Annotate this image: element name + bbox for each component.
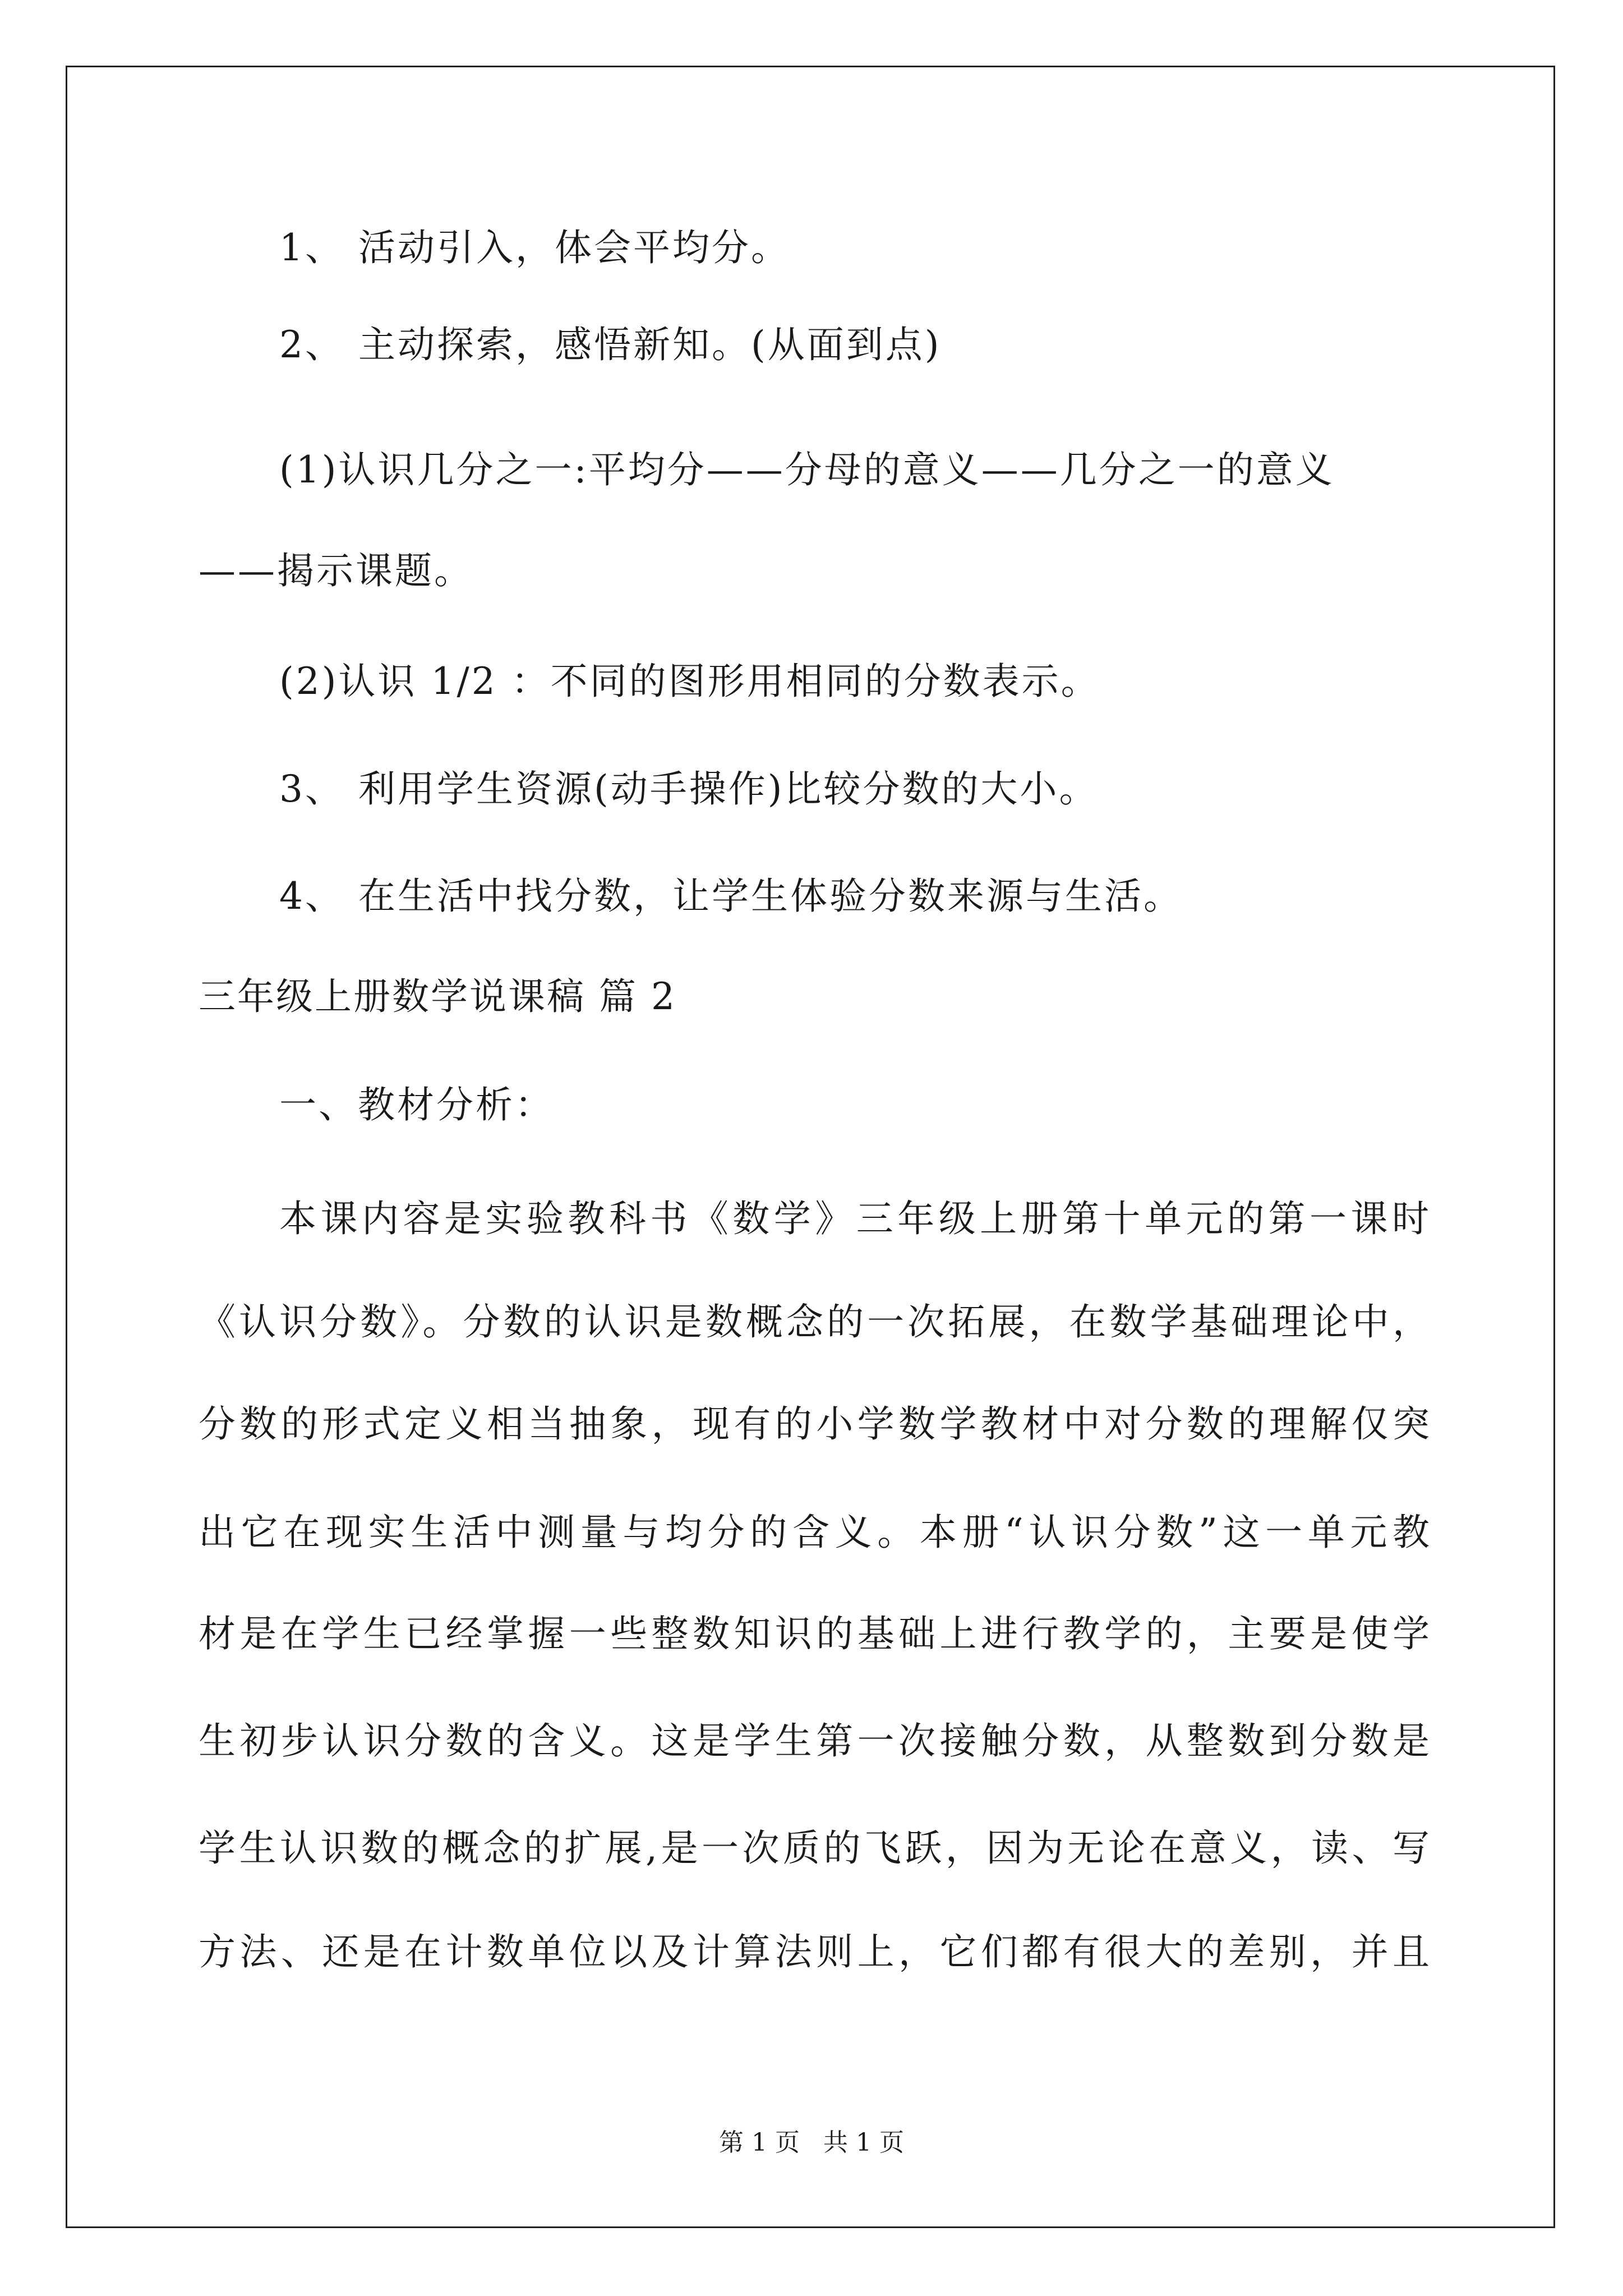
paragraph-line-3: 分数的形式定义相当抽象，现有的小学数学教材中对分数的理解仅突 [199, 1402, 1430, 1446]
footer-page-number: 第 1 页 [719, 2128, 800, 2157]
page-border [66, 66, 1555, 2228]
item-4: 4、 在生活中找分数，让学生体验分数来源与生活。 [279, 875, 1183, 918]
paragraph-line-5: 材是在学生已经掌握一些整数知识的基础上进行教学的，主要是使学 [199, 1612, 1430, 1655]
sub-item-2: (2)认识 1/2 ：不同的图形用相同的分数表示。 [279, 660, 1100, 703]
item-1: 1、 活动引入，体会平均分。 [279, 226, 790, 269]
subsection-heading: 一、教材分析： [279, 1083, 554, 1126]
sub-item-1: (1)认识几分之一:平均分——分母的意义——几分之一的意义 [279, 448, 1335, 491]
section-heading: 三年级上册数学说课稿 篇 2 [199, 975, 676, 1018]
paragraph-line-8: 方法、还是在计数单位以及计算法则上，它们都有很大的差别，并且 [199, 1930, 1430, 1973]
footer-total-pages: 共 1 页 [823, 2128, 904, 2157]
paragraph-line-2: 《认识分数》。分数的认识是数概念的一次拓展，在数学基础理论中， [199, 1300, 1430, 1343]
paragraph-line-6: 生初步认识分数的含义。这是学生第一次接触分数，从整数到分数是 [199, 1719, 1430, 1763]
sub-item-1-continued: ——揭示课题。 [199, 549, 473, 592]
paragraph-line-1: 本课内容是实验教科书《数学》三年级上册第十单元的第一课时 [279, 1197, 1429, 1240]
paragraph-line-7: 学生认识数的概念的扩展,是一次质的飞跃，因为无论在意义，读、写 [199, 1826, 1430, 1870]
paragraph-line-4: 出它在现实生活中测量与均分的含义。本册“认识分数”这一单元教 [199, 1511, 1430, 1554]
item-2: 2、 主动探索，感悟新知。(从面到点) [279, 323, 942, 366]
item-3: 3、 利用学生资源(动手操作)比较分数的大小。 [279, 767, 1099, 811]
page-footer [0, 2126, 1623, 2160]
